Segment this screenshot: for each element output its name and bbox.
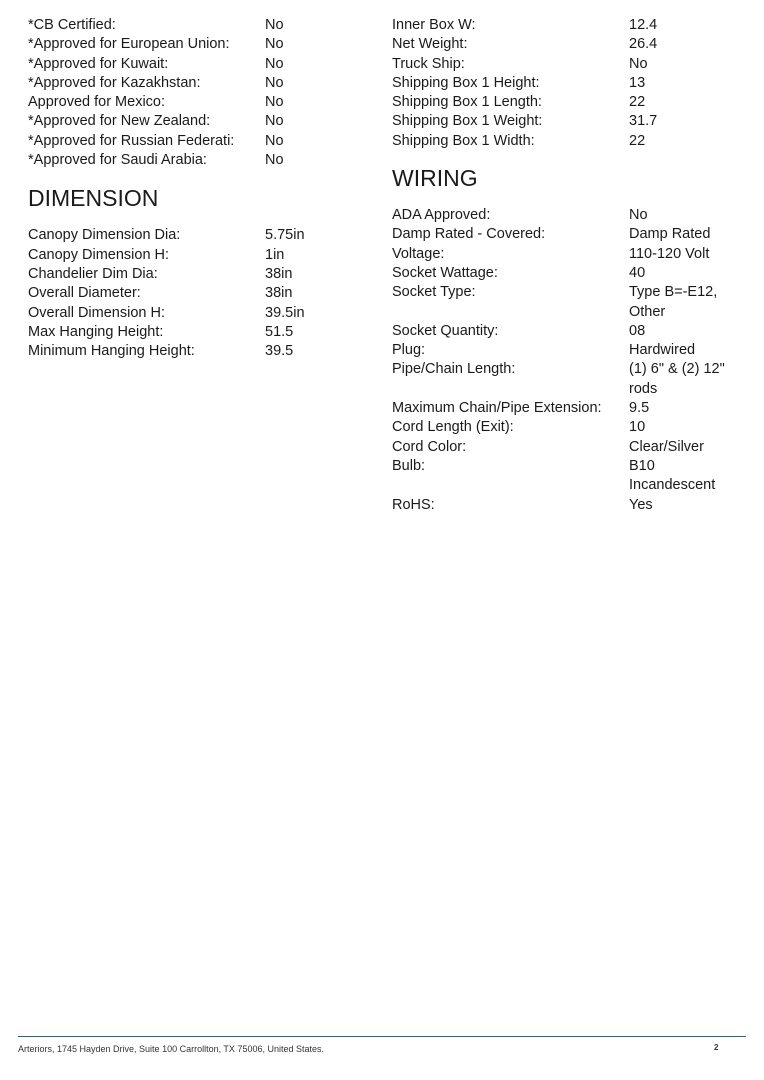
spec-row	[392, 206, 752, 225]
spec-label: *CB Certified:	[28, 17, 116, 33]
spec-row	[28, 226, 358, 245]
spec-value: No	[265, 55, 284, 72]
spec-value: No	[265, 36, 284, 53]
page-number: 2	[714, 1043, 719, 1052]
spec-label: Maximum Chain/Pipe Extension:	[392, 400, 602, 417]
spec-row	[28, 74, 358, 93]
spec-row	[392, 457, 752, 496]
spec-row	[392, 93, 752, 112]
spec-value: 5.75in	[265, 227, 305, 244]
spec-label: Truck Ship:	[392, 55, 465, 72]
spec-label: Net Weight:	[392, 36, 468, 53]
wiring-list	[392, 206, 752, 515]
spec-value: 1in	[265, 246, 285, 263]
footer-divider	[18, 1036, 746, 1037]
spec-label: Socket Quantity:	[392, 322, 499, 339]
spec-label: Plug:	[392, 342, 426, 359]
spec-value: 9.5	[629, 400, 650, 417]
spec-value-line: (1) 6" & (2) 12"	[629, 361, 725, 378]
shipping-list	[392, 16, 752, 151]
spec-row	[28, 265, 358, 284]
spec-value: 39.5in	[265, 304, 305, 321]
spec-row	[392, 112, 752, 131]
spec-value	[629, 283, 752, 322]
spec-row	[392, 74, 752, 93]
footer-address: Arteriors, 1745 Hayden Drive, Suite 100 Carrollton, TX 75006, United States.	[18, 1044, 324, 1054]
spec-label: Overall Dimension H:	[28, 304, 165, 321]
spec-row	[392, 264, 752, 283]
spec-label: Shipping Box 1 Length:	[392, 94, 542, 111]
spec-label: Max Hanging Height:	[28, 323, 164, 340]
spec-value	[629, 360, 752, 399]
spec-row	[28, 55, 358, 74]
spec-value: No	[265, 94, 284, 111]
spec-label: Minimum Hanging Height:	[28, 343, 195, 360]
spec-row	[28, 35, 358, 54]
spec-row	[28, 342, 358, 361]
spec-row	[28, 284, 358, 303]
spec-value: No	[265, 113, 284, 130]
spec-row	[392, 245, 752, 264]
spec-label: Socket Wattage:	[392, 264, 498, 281]
spec-label: *Approved for Kuwait:	[28, 55, 169, 72]
spec-value: 08	[629, 322, 646, 339]
spec-row	[392, 16, 752, 35]
spec-row	[392, 438, 752, 457]
spec-label: Canopy Dimension H:	[28, 246, 170, 263]
spec-value: No	[629, 55, 648, 72]
spec-value: 10	[629, 419, 646, 436]
spec-label: Shipping Box 1 Width:	[392, 132, 535, 149]
spec-value: No	[265, 74, 284, 91]
spec-value-line: Type B=-E12,	[629, 284, 718, 301]
spec-label: Approved for Mexico:	[28, 94, 166, 111]
spec-label: Cord Length (Exit):	[392, 419, 514, 436]
spec-value: 38in	[265, 265, 293, 282]
spec-label: ADA Approved:	[392, 207, 491, 224]
spec-label: *Approved for Kazakhstan:	[28, 74, 201, 91]
dimension-heading: DIMENSION	[28, 185, 159, 212]
spec-value: 12.4	[629, 17, 658, 33]
spec-value: 38in	[265, 285, 293, 302]
spec-value: Hardwired	[629, 342, 696, 359]
spec-value-line: B10	[629, 457, 655, 474]
spec-label: Overall Diameter:	[28, 285, 141, 302]
wiring-heading: WIRING	[392, 165, 478, 192]
spec-row	[28, 246, 358, 265]
spec-row	[28, 112, 358, 131]
spec-value: 22	[629, 94, 646, 111]
spec-label: Socket Type:	[392, 284, 476, 301]
spec-value: 22	[629, 132, 646, 149]
spec-value: No	[265, 17, 284, 33]
spec-value: Damp Rated	[629, 226, 711, 243]
spec-row	[392, 55, 752, 74]
left-column	[28, 16, 358, 361]
spec-label: Shipping Box 1 Weight:	[392, 113, 543, 130]
spec-value: 31.7	[629, 113, 658, 130]
spec-value-line: rods	[629, 380, 658, 397]
spec-row	[28, 93, 358, 112]
spec-label: Inner Box W:	[392, 17, 476, 33]
spec-row	[28, 16, 358, 35]
spec-row	[28, 132, 358, 151]
spec-label: *Approved for Saudi Arabia:	[28, 152, 207, 169]
spec-row	[28, 151, 358, 170]
spec-value: 13	[629, 74, 646, 91]
spec-row	[392, 496, 752, 515]
spec-row	[392, 399, 752, 418]
spec-row	[392, 35, 752, 54]
spec-label: Pipe/Chain Length:	[392, 361, 516, 378]
spec-row	[392, 360, 752, 399]
spec-row	[392, 132, 752, 151]
spec-row	[392, 418, 752, 437]
spec-value: Yes	[629, 496, 653, 513]
spec-value: 110-120 Volt	[629, 245, 710, 262]
spec-label: *Approved for Russian Federati:	[28, 132, 235, 149]
spec-row	[392, 225, 752, 244]
spec-row	[28, 304, 358, 323]
spec-value: No	[265, 152, 284, 169]
spec-row	[392, 341, 752, 360]
spec-value: 39.5	[265, 343, 294, 360]
approvals-list	[28, 16, 358, 170]
spec-label: Bulb:	[392, 457, 426, 474]
spec-label: *Approved for New Zealand:	[28, 113, 211, 130]
spec-label: Cord Color:	[392, 438, 467, 455]
spec-label: Voltage:	[392, 245, 445, 262]
spec-value: No	[265, 132, 284, 149]
spec-row	[28, 323, 358, 342]
spec-value	[629, 457, 752, 496]
spec-value: Clear/Silver	[629, 438, 704, 455]
spec-value-line: Incandescent	[629, 477, 716, 494]
dimension-list	[28, 226, 358, 361]
spec-label: Chandelier Dim Dia:	[28, 265, 158, 282]
spec-value: 51.5	[265, 323, 294, 340]
spec-label: RoHS:	[392, 496, 435, 513]
right-column	[392, 16, 752, 515]
spec-value: 26.4	[629, 36, 658, 53]
spec-value: 40	[629, 264, 646, 281]
spec-value: No	[629, 207, 648, 224]
spec-label: Canopy Dimension Dia:	[28, 227, 181, 244]
spec-value-line: Other	[629, 303, 666, 320]
spec-row	[392, 322, 752, 341]
spec-label: Damp Rated - Covered:	[392, 226, 546, 243]
spec-label: *Approved for European Union:	[28, 36, 230, 53]
spec-row	[392, 283, 752, 322]
spec-label: Shipping Box 1 Height:	[392, 74, 540, 91]
